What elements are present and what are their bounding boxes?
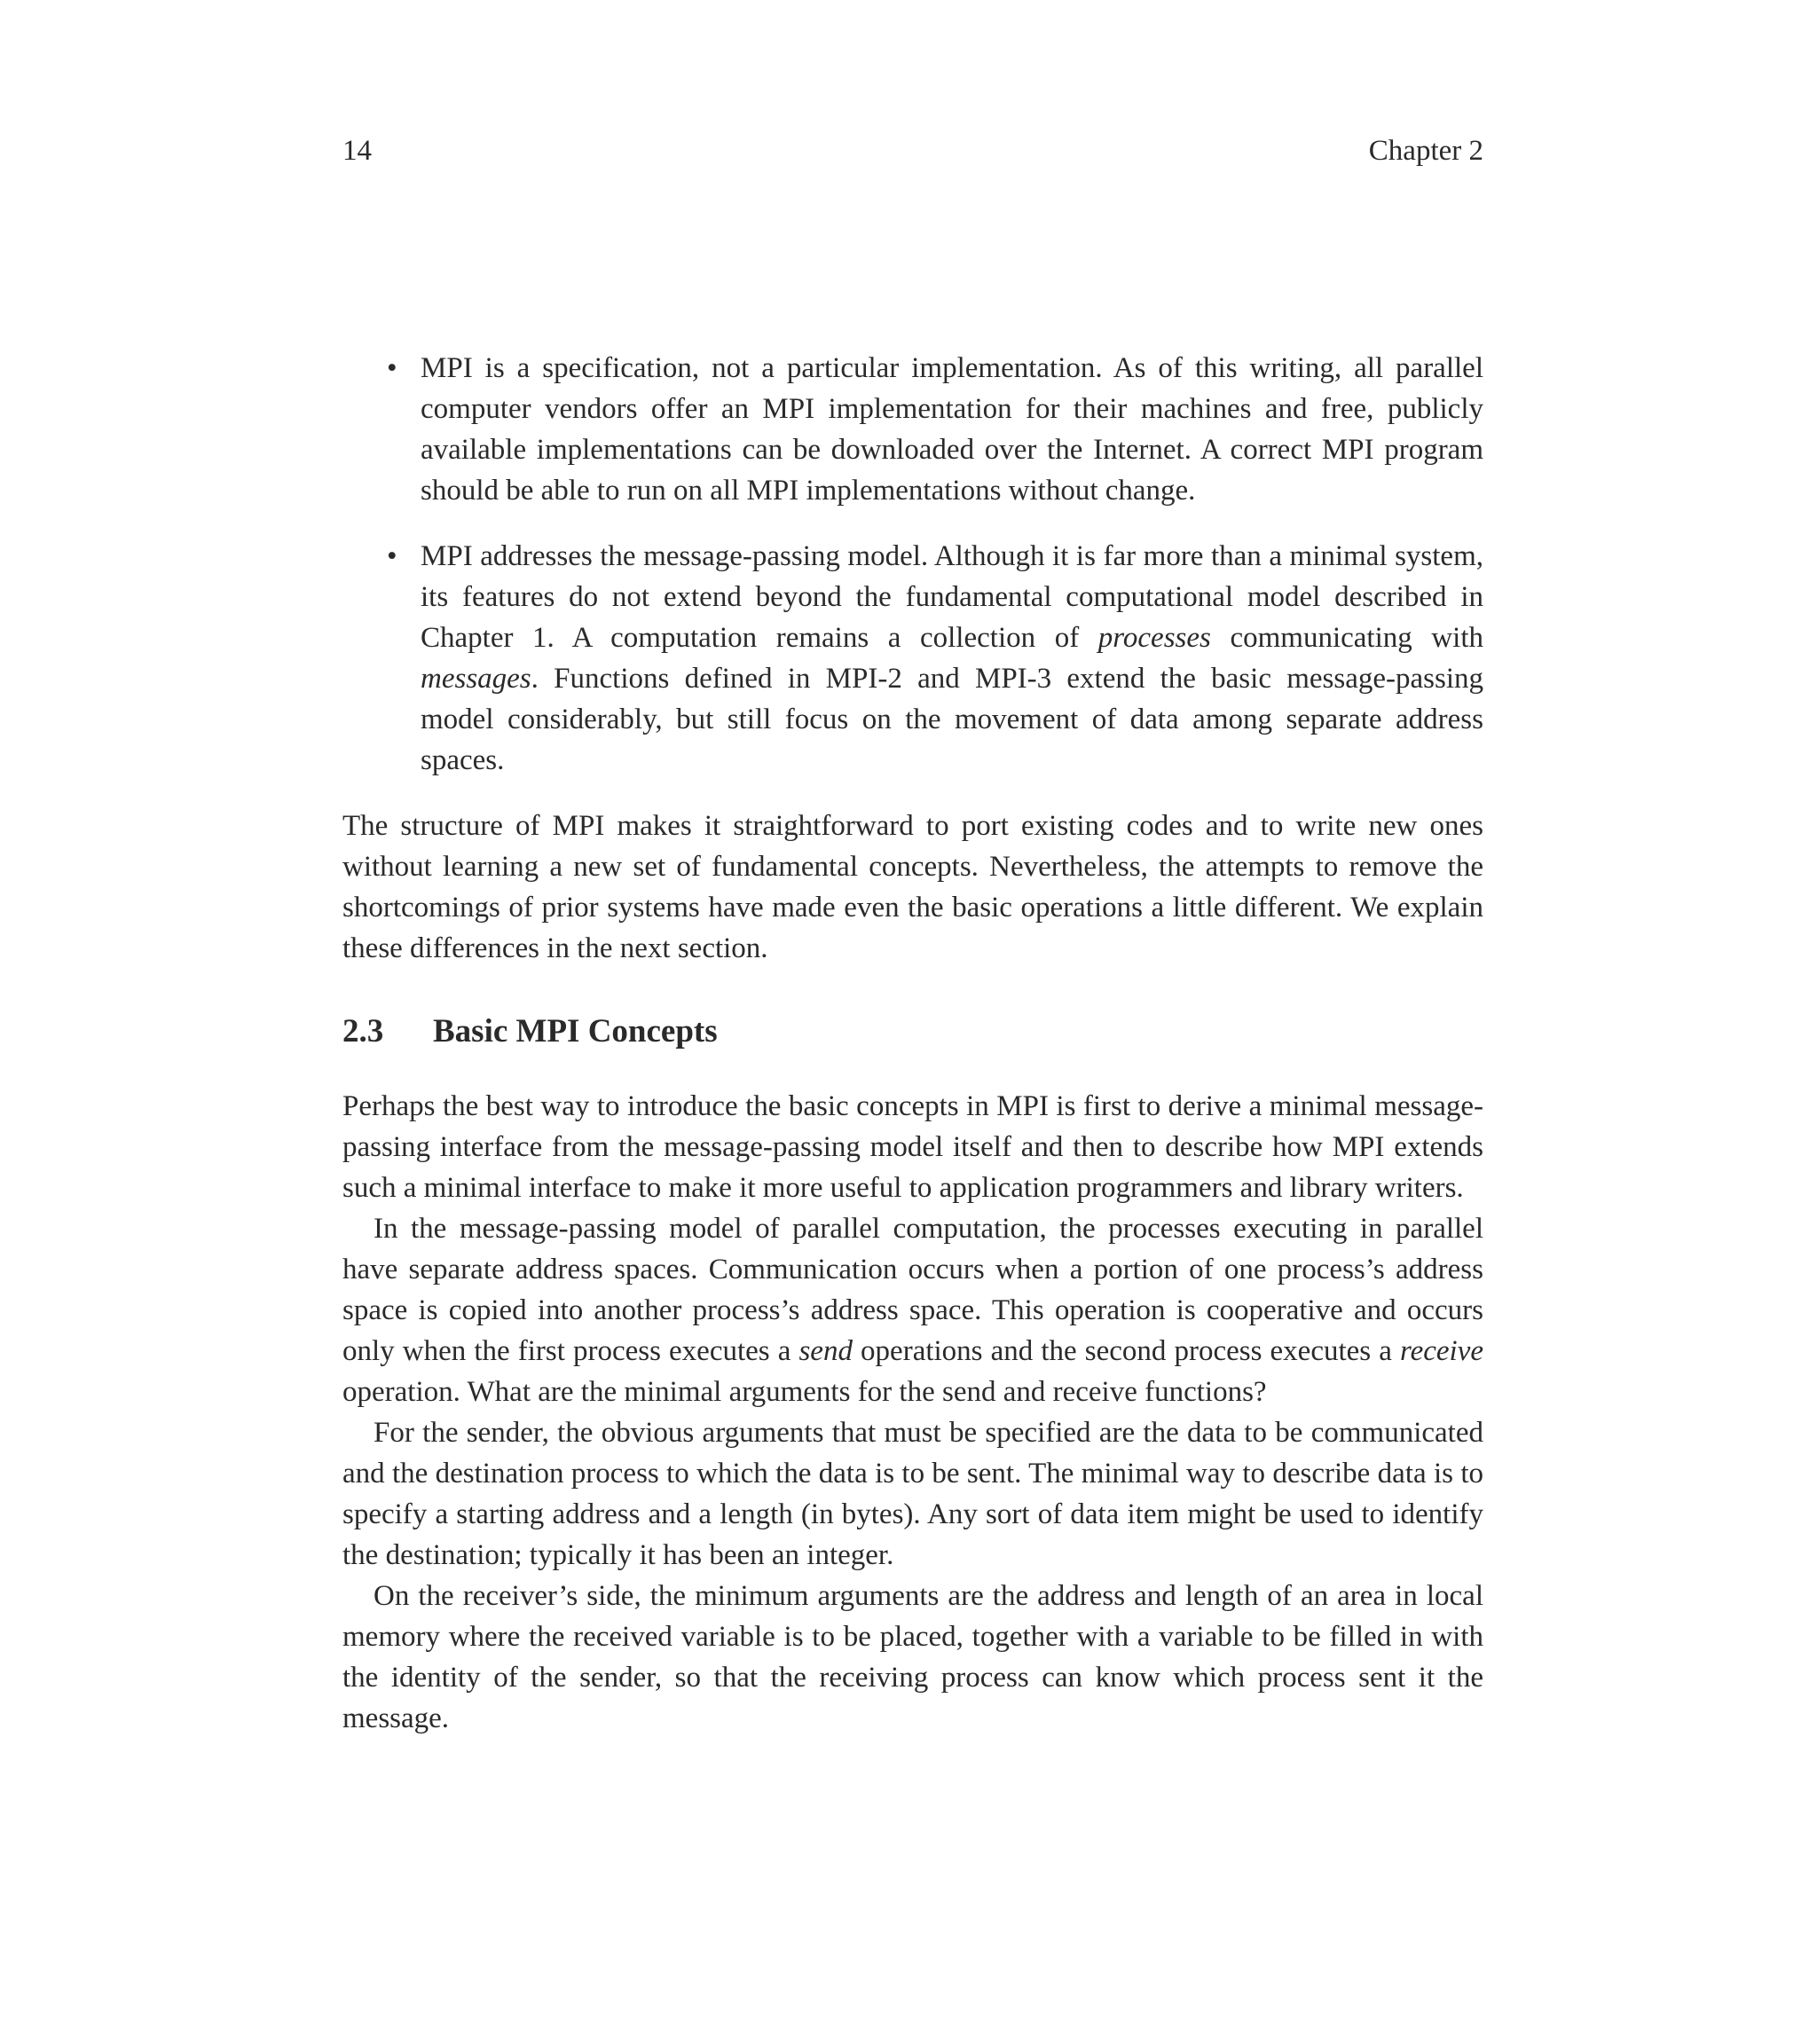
text-run: operation. What are the minimal arguments for the send and receive functions? [342, 1376, 1267, 1408]
emphasis-receive: receive [1399, 1335, 1483, 1367]
section-heading [342, 1010, 1483, 1054]
paragraph [342, 1208, 1483, 1412]
text-run: In the message-passing model of parallel computation, the processes executing in parallel have separate address spaces. Communication occurs when a portion of one process’s address space is copied into another process’s address space. This operation is cooperative and occurs only when the first process executes a [342, 1213, 1483, 1367]
list-item-text: MPI is a specification, not a particular implementation. As of this writing, all parallel computer vendors offer an MPI implementation for their machines and free, publicly available implementations can be downloaded over the Internet. A correct MPI program should be able to run on all MPI implementations without change. [421, 352, 1483, 507]
list-item [342, 536, 1483, 781]
paragraph-structure: The structure of MPI makes it straightforward to port existing codes and to write new ones without learning a new set of fundamental concepts. Nevertheless, the attempts to remove the shortcomings of prior systems have made even the basic operations a little different. We explain these differences in the next section. [342, 810, 1483, 964]
bullet-list [342, 348, 1483, 781]
section-number: 2.3 [342, 1013, 384, 1050]
list-item-text [421, 540, 1483, 776]
paragraph: Perhaps the best way to introduce the basic concepts in MPI is first to derive a minimal message-passing interface from the message-passing model itself and then to describe how MPI extends such a minimal interface to make it more useful to application programmers and library writers. [342, 1090, 1483, 1204]
paragraph: On the receiver’s side, the minimum arguments are the address and length of an area in local memory where the received variable is to be placed, together with a variable to be filled in with the identity of the sender, so that the receiving process can know which process sent it the message. [342, 1580, 1483, 1734]
list-item [342, 348, 1483, 511]
page-number: 14 [342, 135, 372, 167]
emphasis-processes: processes [1097, 622, 1211, 654]
emphasis-messages: messages [421, 663, 531, 695]
body-text [342, 348, 1483, 1739]
bullet-icon: • [387, 352, 397, 384]
text-run: . Functions defined in MPI-2 and MPI-3 extend the basic message-passing model considerably, but still focus on the movement of data among separate address spaces. [421, 663, 1483, 776]
bullet-icon: • [387, 540, 397, 572]
section-title: Basic MPI Concepts [433, 1013, 718, 1050]
text-run: operations and the second process executes a [852, 1335, 1400, 1367]
text-run: communicating with [1210, 622, 1483, 654]
text-run: MPI addresses the message-passing model. Although it is far more than a minimal system, its features do not extend beyond the fundamental computational model described in Chapter 1. A computation remains a collection of [421, 540, 1483, 654]
running-header [342, 130, 1483, 172]
chapter-label: Chapter 2 [1368, 135, 1483, 167]
paragraph: For the sender, the obvious arguments that must be specified are the data to be communicated and the destination process to which the data is to be sent. The minimal way to describe data is to specify a starting address and a length (in bytes). Any sort of data item might be used to identify the destination; typically it has been an integer. [342, 1417, 1483, 1571]
emphasis-send: send [798, 1335, 853, 1367]
